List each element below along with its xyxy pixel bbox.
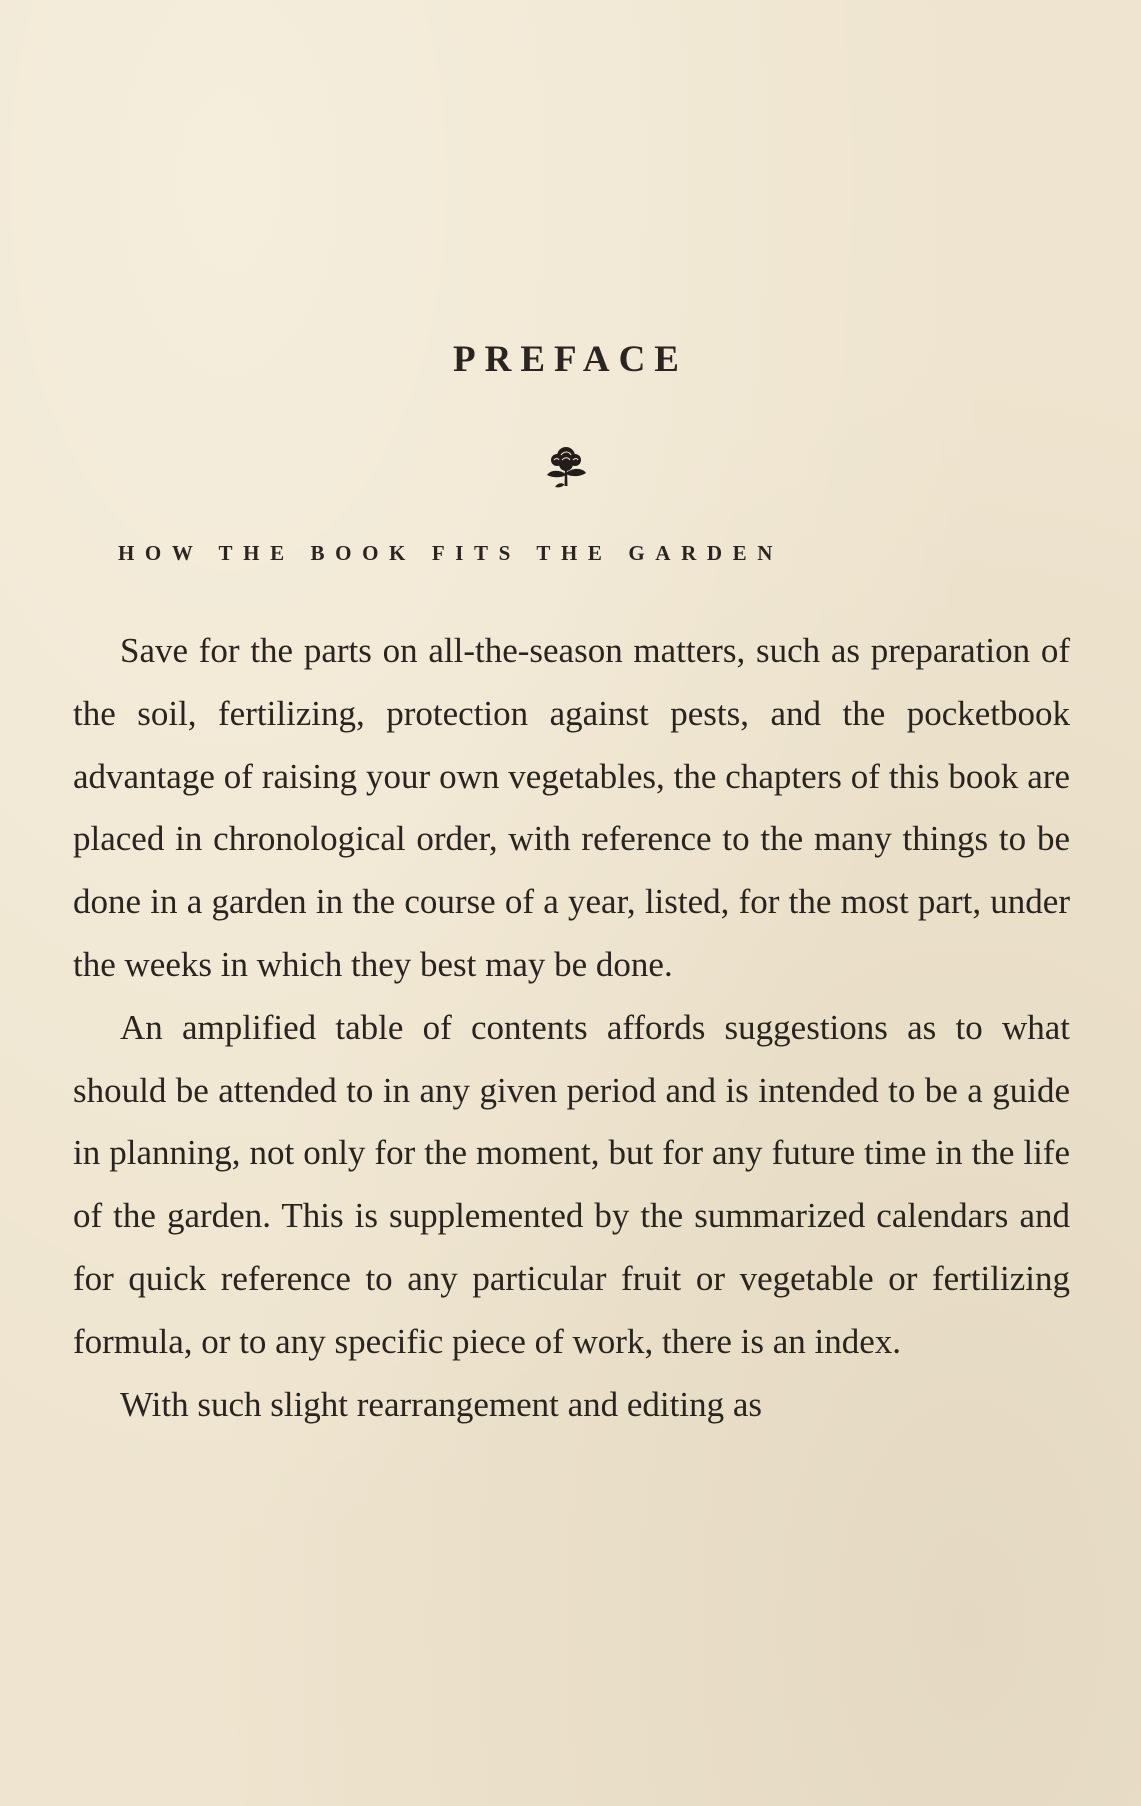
preface-body: [73, 620, 1070, 1436]
paragraph-1: Save for the parts on all-the-season matters, such as preparation of the soil, fertilizing, protection against pests, and the pocketbook advantage of raising your own vegetables, the chapters of this book are placed in chronological order, with reference to the many things to be done in a garden in the course of a year, listed, for the most part, under the weeks in which they best may be done.: [73, 631, 1070, 984]
paragraph-3: With such slight rearrangement and editing as: [120, 1384, 763, 1424]
paragraph-2: An amplified table of contents affords suggestions as to what should be attended to in any given period and is intended to be a guide in planning, not only for the moment, but for any future time in the life of the garden. This is supplemented by the summarized calendars and for quick reference to any particular fruit or vegetable or fertilizing formula, or to any specific piece of work, there is an index.: [73, 1007, 1070, 1361]
rose-ornament-icon: [540, 440, 592, 490]
page-heading: PREFACE: [453, 339, 688, 380]
section-subheading: HOW THE BOOK FITS THE GARDEN: [118, 541, 783, 565]
